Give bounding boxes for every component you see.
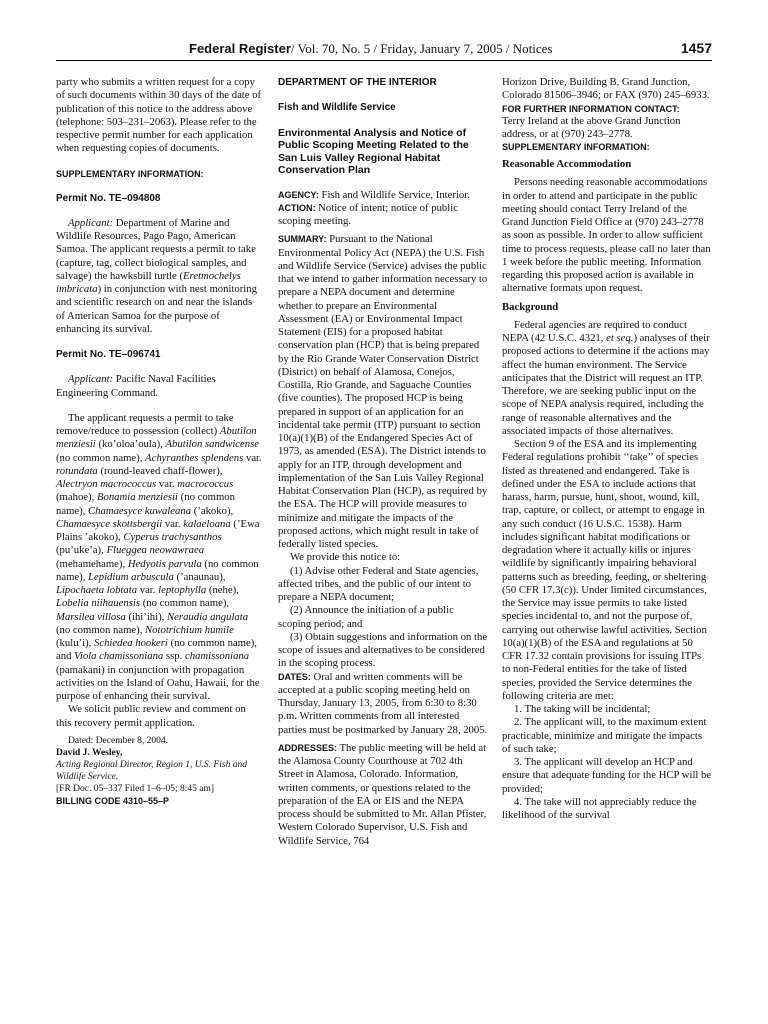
dates-label: DATES: (278, 671, 311, 682)
permit-title: Permit No. TE–096741 (56, 349, 161, 360)
permit-text: Department of Marine and Wildlife Resources, Pago Pago, American Samoa. The applicant requests a permit to take (capture, tag, collect biological samples, and salvage) the hawksbill turtle ( (56, 216, 256, 282)
applicant-label: Applicant: (68, 216, 114, 229)
action-label: ACTION: (278, 202, 316, 213)
species-name: Chamaesyce skottsbergii (56, 517, 163, 530)
address-continued: Horizon Drive, Building B, Grand Junction, Colorado 81506–3946; or FAX (970) 245–6933. (502, 76, 710, 102)
publication-name: Federal Register (189, 41, 291, 56)
species-name: leptophylla (158, 584, 207, 596)
criterion: 1. The taking will be incidental; (514, 703, 651, 715)
addresses-label: ADDRESSES: (278, 742, 338, 753)
species-common-name: ssp. (163, 650, 185, 663)
species-common-name: (mahoe), (56, 491, 97, 504)
page-number: 1457 (680, 40, 712, 56)
species-common-name: (nehe), (206, 584, 239, 596)
issue-info: / Vol. 70, No. 5 / Friday, January 7, 2005 / Notices (290, 41, 553, 56)
species-common-name: (ko’oloa’oula), (95, 438, 166, 451)
species-intro: The applicant requests a permit to take remove/reduce to possession (collect) (56, 411, 234, 437)
species-name: Abutilon menziesii (56, 425, 257, 451)
species-common-name: (pu’uke’a), (56, 544, 107, 557)
species-name: Achyranthes splendens (145, 451, 244, 464)
species-common-name: (’anaunau), (173, 570, 226, 583)
notice-title: Environmental Analysis and Notice of Public Scoping Meeting Related to the San Luis Valley Regional Habitat Conservation Plan (278, 126, 469, 176)
intro-paragraph: party who submits a written request for a copy of such documents within 30 days of the date of publication of this notice to the address above (telephone: 503–231–2063). Please refer to the respective permit number for each application when requesting copies of documents. (56, 76, 262, 155)
background-text: ) analyses of their proposed actions to determine if the actions may affect the human environment. The Service anticipates that the District will request an ITP. Therefore, we are seeking public input on the scope of NEPA analysis required, including the range of reasonable alternatives and the associated impacts of those alternatives. (502, 332, 710, 437)
column-2 (278, 76, 488, 848)
permit-title: Permit No. TE–094808 (56, 192, 161, 204)
agency-heading: Fish and Wildlife Service (278, 102, 396, 114)
supplementary-heading: SUPPLEMENTARY INFORMATION: (502, 142, 650, 152)
signer-title: Acting Regional Director, Region 1, U.S. Fish and Wildlife Service. (56, 759, 247, 782)
background-heading: Background (502, 300, 559, 313)
billing-code: BILLING CODE 4310–55–P (56, 795, 170, 806)
species-name: chamissoniana (184, 650, 250, 663)
criterion: 4. The take will not appreciably reduce the likelihood of the survival (502, 795, 697, 821)
species-name: Flueggea neowawraea (106, 544, 205, 557)
species-name: Abutilon sandwicense (165, 438, 260, 451)
species-common-name: (mehamehame), (56, 557, 128, 570)
species-name: Hedyotis parvula (127, 557, 202, 570)
species-common-name: (no common name), (56, 491, 235, 517)
species-name: Nototrichium humile (145, 623, 234, 636)
species-common-name: var. (162, 517, 184, 530)
species-common-name: (kulu’i), (56, 637, 94, 649)
species-common-name: (no common name), (56, 623, 146, 636)
further-info-text: Terry Ireland at the above Grand Junction address, or at (970) 243–2778. (502, 114, 681, 140)
species-common-name: (no common name), (140, 597, 230, 610)
species-name: kalaeloana (183, 517, 231, 530)
summary-label: SUMMARY: (278, 234, 327, 245)
notice-item: (2) Announce the initiation of a public scoping period; and (278, 604, 454, 630)
et-seq: et seq. (606, 332, 634, 344)
accommodation-paragraph: Persons needing reasonable accommodations in order to attend and participate in the public meeting should contact Terry Ireland of the Grand Junction Field Office at (970) 243–2778 as soon as possible. In order to allow sufficient time to process requests, please call no later than 1 week before the public meeting. Information regarding this proposed action is available in alternative formats upon request. (502, 176, 711, 295)
signer-name: David J. Wesley, (56, 747, 123, 758)
notice-item: (1) Advise other Federal and State agencies, affected tribes, and the public of our intent to prepare a NEPA document; (278, 564, 479, 603)
criterion: 2. The applicant will, to the maximum extent practicable, minimize and mitigate the impacts of such take; (502, 716, 707, 755)
notice-item: (3) Obtain suggestions and information on the scope of issues and alternatives to be considered in the scoping process. (278, 630, 488, 670)
applicant-label: Applicant: (68, 373, 114, 386)
species-name: Chamaesyce kuwaleana (88, 504, 192, 517)
species-name: Neraudia angulata (167, 610, 249, 623)
species-common-name: (round-leaved chaff-flower), (97, 464, 223, 477)
criterion: 3. The applicant will develop an HCP and ensure that adequate funding for the HCP will be provided; (502, 756, 712, 795)
species-common-name: (no common name), (56, 557, 259, 583)
species-common-name: (’Ewa Plains ’akoko), (56, 517, 260, 543)
page-header (56, 40, 712, 61)
background-text: Federal agencies are required to conduct NEPA (42 U.S.C. 4321, (502, 318, 687, 344)
agency-text: Fish and Wildlife Service, Interior. (318, 188, 470, 201)
addresses-text: The public meeting will be held at the Alamosa County Courthouse at 702 4th Street in Alamosa, Colorado. Information, written comments, or questions related to the preparation of the EA or EIS and the NEPA process should be submitted to Mr. Allan Pfister, Western Colorado Supervisor, U.S. Fish and Wildlife Service, 764 (278, 741, 487, 847)
provide-line: We provide this notice to: (290, 551, 401, 564)
dated-line: Dated: December 8, 2004. (68, 735, 168, 746)
species-name: Schiedea hookeri (94, 637, 168, 649)
summary-paragraph (278, 233, 488, 551)
column-1 (56, 76, 263, 808)
species-common-name: (no common name), (56, 451, 146, 464)
species-name: Alectryon macrococcus (56, 478, 157, 490)
accommodation-heading: Reasonable Accommodation (502, 158, 632, 170)
addresses-paragraph (278, 742, 488, 848)
publication-line (189, 41, 552, 57)
action-text: Notice of intent; notice of public scoping meeting. (278, 201, 458, 227)
species-common-name: (ihi’ihi), (125, 610, 168, 623)
species-common-name: var. (137, 584, 159, 596)
species-common-name: (no common name), and (56, 637, 257, 663)
solicit-paragraph: We solicit public review and comment on this recovery permit application. (56, 703, 246, 729)
species-common-name: var. (156, 478, 178, 490)
background-paragraph (502, 319, 712, 438)
dates-paragraph (278, 671, 488, 737)
permit-applicant-paragraph (56, 217, 263, 336)
permit-applicant-paragraph (56, 373, 263, 400)
species-common-name: var. (243, 451, 262, 464)
section9-paragraph: Section 9 of the ESA and its implementing Federal regulations prohibit ‘‘take’’ of species listed as threatened and endangered. Take is defined under the ESA to include actions that harass, harm, pursue, hunt, shoot, wound, kill, trap, capture, or collect, or attempt to engage in any such conduct (16 U.S.C. 1538). Harm includes significant habitat modifications or degradation where it actually kills or injures wildlife by significantly impairing behavioral patterns such as breeding, feeding, or sheltering (50 CFR 17.3(c)). Under limited circumstances, the Service may issue permits to take listed species incidental to, and not the purpose of, carrying out otherwise lawful activities. Section 10(a)(1)(B) of the ESA and regulations at 50 CFR 17.32 contain provisions for issuing ITPs to non-Federal entities for the take of listed species, provided the Service determines the following criteria are met: (502, 438, 707, 702)
species-name: Marsilea villosa (56, 610, 126, 623)
species-common-name: (pamakani) in conjunction with propagation activities on the Island of Oahu, Hawaii, for the purpose of enhancing their survival. (56, 663, 260, 702)
fr-doc-line: [FR Doc. 05–337 Filed 1–6–05; 8:45 am] (56, 783, 215, 794)
species-paragraph (56, 412, 263, 704)
agency-paragraph (278, 189, 488, 202)
action-paragraph (278, 202, 488, 229)
dates-text: Oral and written comments will be accepted at a public scoping meeting held on Thursday, January 13, 2005, from 6:30 to 8:30 p.m. Written comments from all interested parties must be postmarked by January 28, 2005. (278, 670, 488, 736)
species-name: Eretmochelys imbricata (56, 269, 241, 295)
species-name: macrococcus (177, 478, 234, 490)
species-name: Lipochaeta lobtata (56, 584, 138, 596)
species-name: rotundata (56, 464, 98, 477)
supplementary-heading: SUPPLEMENTARY INFORMATION: (56, 168, 204, 179)
species-name: Viola chamissoniana (74, 650, 164, 663)
species-name: Bonamia menziesii (96, 491, 178, 504)
species-common-name: (’akoko), (191, 504, 234, 517)
species-name: Lobelia niihauensis (56, 597, 141, 610)
summary-text: Pursuant to the National Environmental Policy Act (NEPA) the U.S. Fish and Wildlife Service (Service) advises the public that we intend to gather information necessary to prepare a NEPA document and determine whether to prepare an Environmental Assessment (EA) or Environmental Impact Statement (EIS) for a proposed habitat conservation plan (HCP) that is being prepared by the Rio Grande Water Conservation District (District) on behalf of Alamosa, Conejos, Costilla, Rio Grande, and Saguache Counties (five counties). The proposed HCP is being prepared in support of an application for an incidental take permit (ITP) pursuant to section 10(a)(1)(B) of the Endangered Species Act of 1973, as amended (ESA). The District intends to apply for an ITP, through development and implementation of the San Luis Valley Regional Habitat Conservation Plan (HCP), as required by the ESA. The HCP will provide measures to minimize and mitigate the impacts of the proposed actions, which might result in take of federally listed species. (278, 233, 488, 550)
department-heading: DEPARTMENT OF THE INTERIOR (278, 77, 437, 88)
further-info-label: FOR FURTHER INFORMATION CONTACT: (502, 103, 680, 114)
species-name: Lepidium arbuscula (88, 570, 174, 583)
permit-text: ) in conjunction with nest monitoring and scientific research on and near the islands of American Samoa for the purpose of enhancing its survival. (56, 283, 257, 335)
column-3 (502, 76, 712, 822)
species-name: Cyperus trachysanthos (123, 531, 222, 543)
permit-text: Pacific Naval Facilities Engineering Command. (56, 373, 216, 399)
agency-label: AGENCY: (278, 189, 319, 200)
